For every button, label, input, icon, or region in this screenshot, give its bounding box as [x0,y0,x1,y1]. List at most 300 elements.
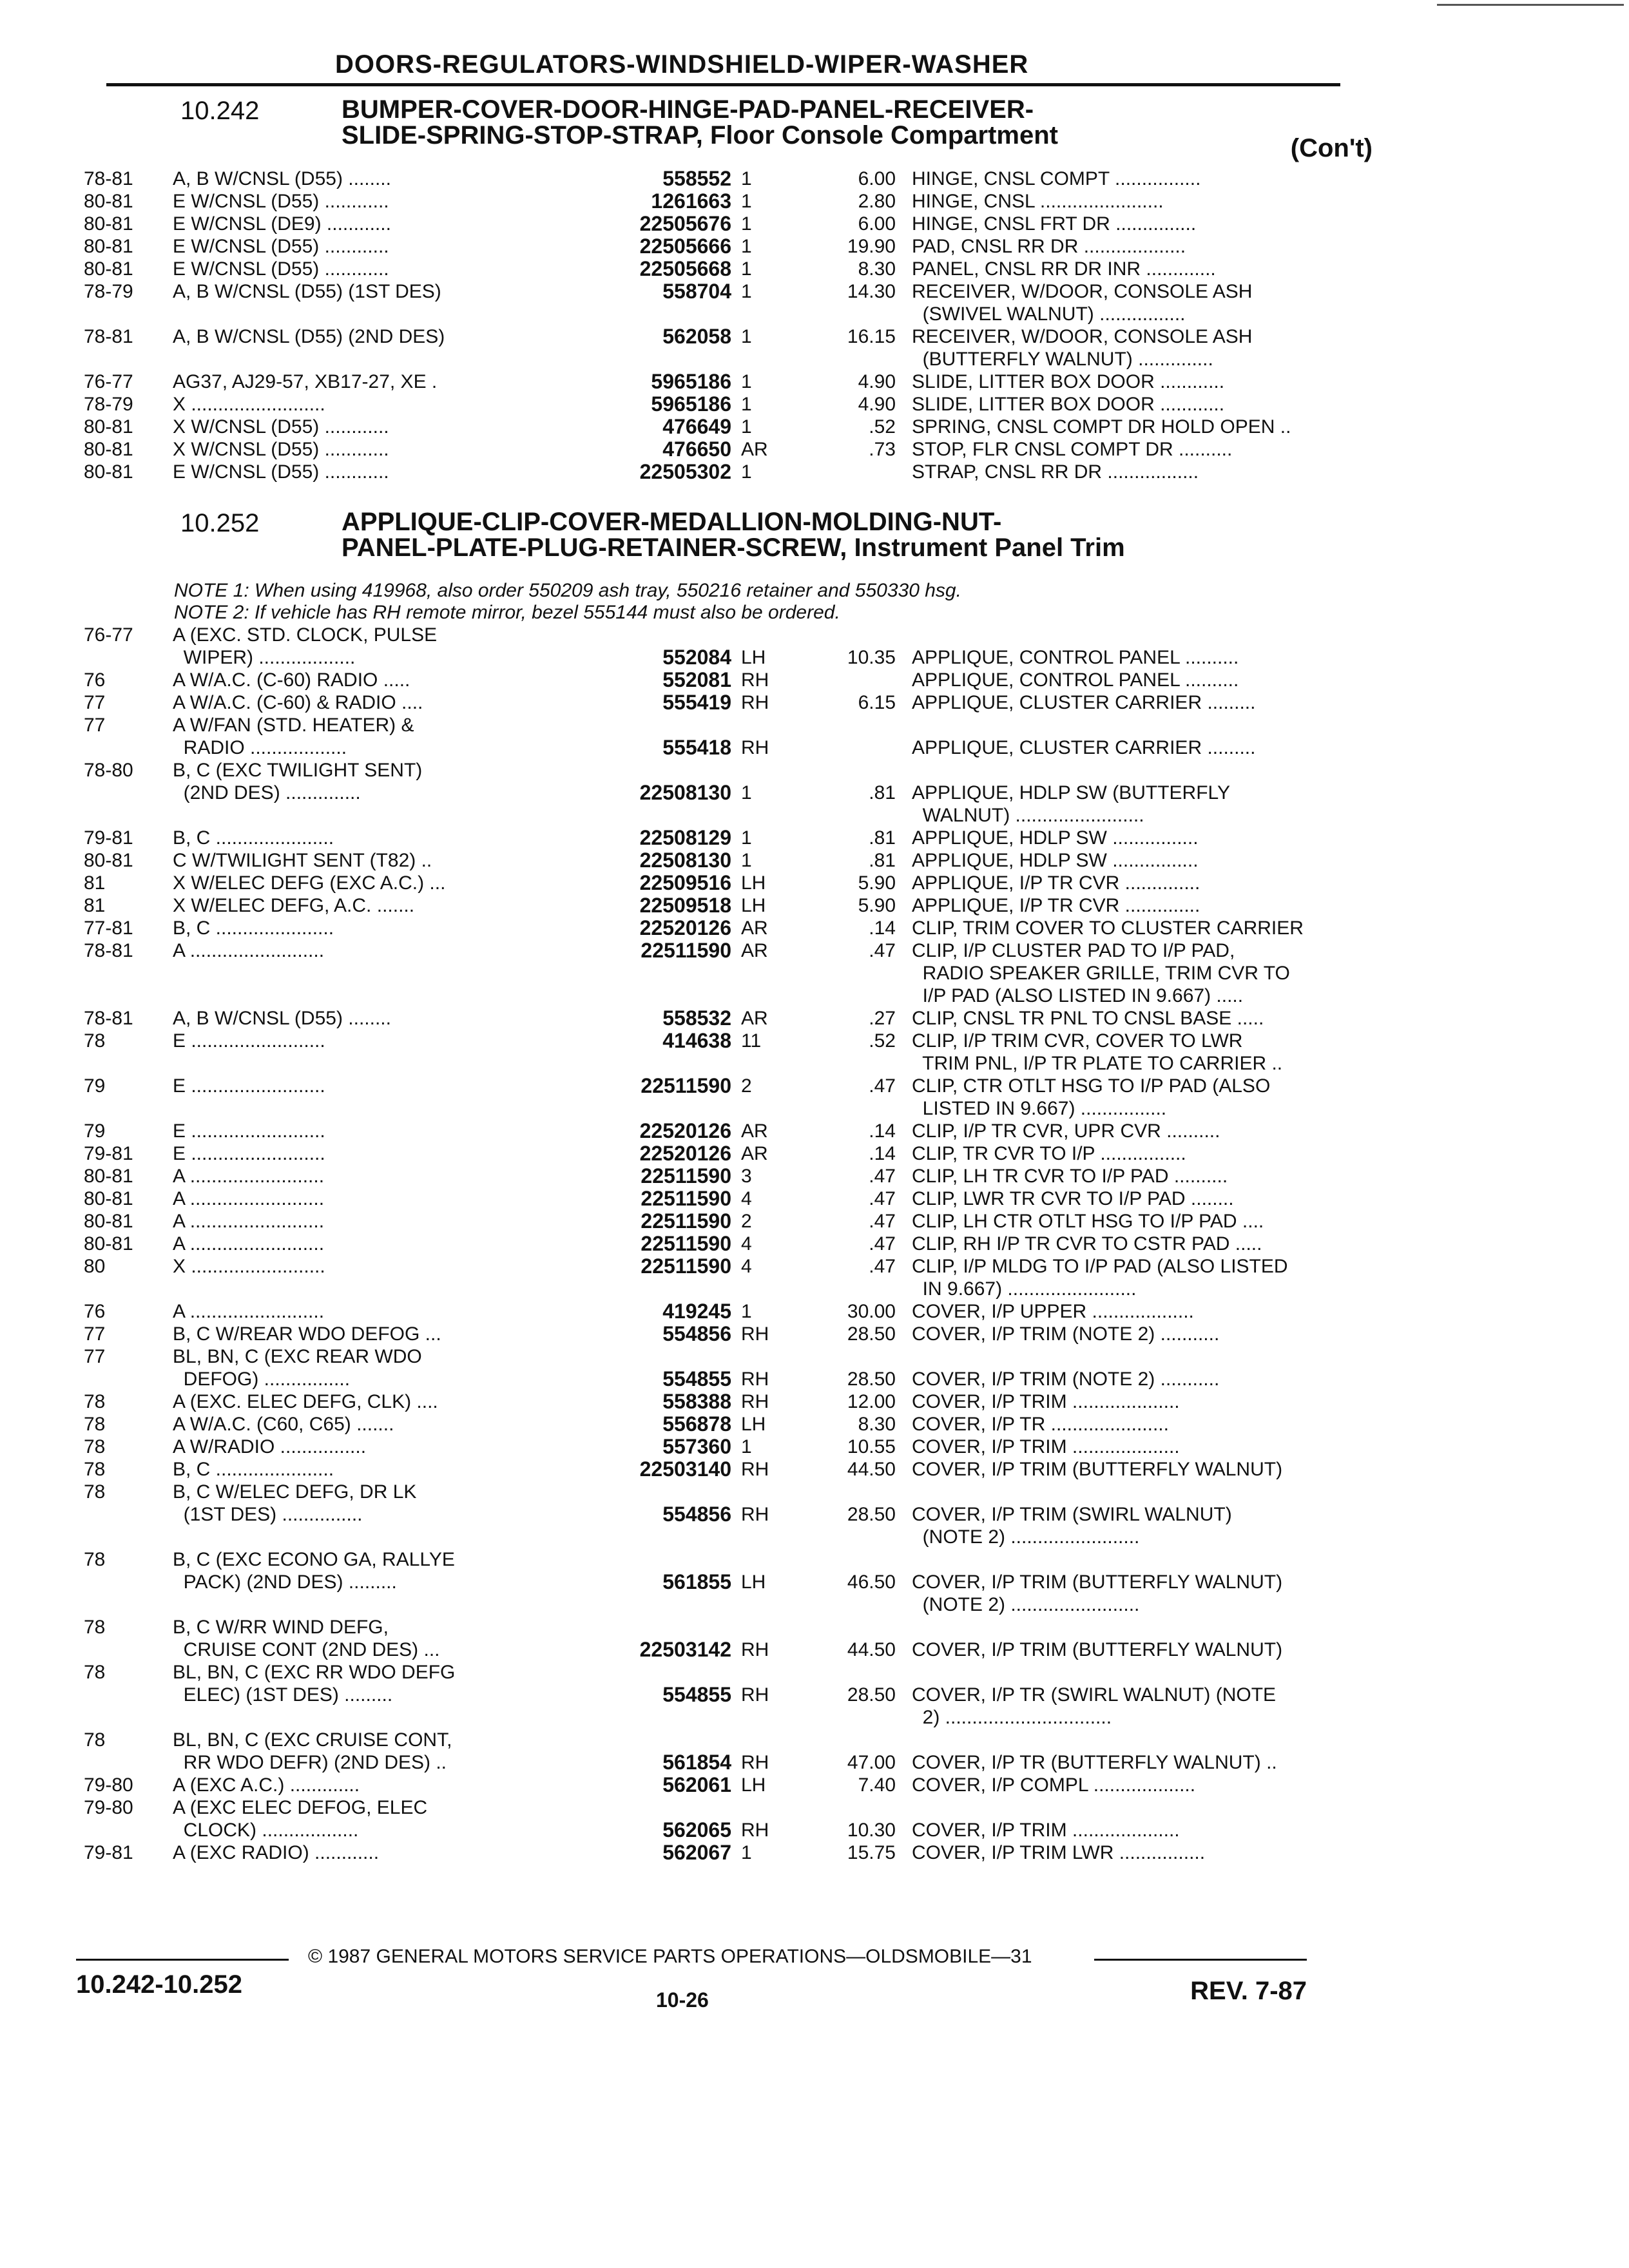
part-number: 22511590 [641,1232,731,1255]
quantity: RH [741,1369,769,1390]
section-number: 10.252 [180,509,260,537]
table-row [84,1436,1373,1458]
part-number: 22520126 [639,1119,731,1142]
year-range: 78 [84,1459,106,1480]
part-name: STRAP, CNSL RR DR ................. [912,461,1199,483]
application-description: A ......................... [173,1166,325,1187]
footer-rule-left [76,1959,289,1961]
quantity: 3 [741,1166,752,1187]
table-row [84,325,1373,370]
section-title [342,509,1125,561]
part-number: 557360 [662,1435,731,1458]
part-name: CLIP, TR CVR TO I/P ................ [912,1143,1186,1164]
table-row [84,258,1373,280]
part-name: APPLIQUE, HDLP SW ................ [912,850,1199,871]
price: .81 [869,827,896,849]
application-description: A ......................... [173,1188,325,1209]
year-range: 79-80 [84,1797,133,1818]
price: 44.50 [847,1639,896,1660]
part-name: RECEIVER, W/DOOR, CONSOLE ASH (BUTTERFLY WALNUT) .............. [912,326,1253,370]
table-row [84,691,1373,714]
price: 28.50 [847,1684,896,1706]
quantity: 1 [741,213,752,235]
year-range: 81 [84,895,106,916]
application-description: C W/TWILIGHT SENT (T82) .. [173,850,432,871]
application-description: A W/A.C. (C-60) & RADIO .... [173,692,423,713]
price: 6.00 [858,168,896,189]
year-range: 78-81 [84,940,133,961]
table-row [84,1481,1373,1548]
part-name: PAD, CNSL RR DR ................... [912,236,1186,257]
part-name: CLIP, CNSL TR PNL TO CNSL BASE ..... [912,1008,1264,1029]
application-description: A (EXC ELEC DEFOG, ELEC CLOCK) .................. [173,1797,428,1841]
part-number: 554856 [662,1503,731,1526]
year-range: 78 [84,1549,106,1570]
table-row [84,1030,1373,1075]
application-description: B, C W/RR WIND DEFG, CRUISE CONT (2ND DES) ... [173,1617,440,1660]
table-row [84,416,1373,438]
quantity: AR [741,1008,768,1029]
part-name: CLIP, TRIM COVER TO CLUSTER CARRIER [912,918,1304,939]
year-range: 80-81 [84,1233,133,1254]
table-row [84,1300,1373,1323]
part-name: CLIP, I/P TR CVR, UPR CVR .......... [912,1120,1220,1142]
application-description: A, B W/CNSL (D55) (2ND DES) [173,326,445,347]
part-name: CLIP, CTR OTLT HSG TO I/P PAD (ALSO LISTED IN 9.667) ................ [912,1075,1271,1119]
application-description: B, C ...................... [173,1459,334,1480]
price: 28.50 [847,1504,896,1525]
price: 7.40 [858,1774,896,1796]
quantity: 4 [741,1233,752,1254]
price: 6.00 [858,213,896,235]
top-edge-line [1437,4,1624,6]
part-name: APPLIQUE, CONTROL PANEL .......... [912,669,1239,691]
section-title [342,97,1058,148]
price: 6.15 [858,692,896,713]
section-title-line2: SLIDE-SPRING-STOP-STRAP, [342,121,703,149]
section-10-252 [84,509,1373,1864]
section-subtitle: Instrument Panel Trim [854,533,1125,562]
quantity: 1 [741,326,752,347]
part-number: 476650 [662,437,731,461]
year-range: 76-77 [84,371,133,392]
year-range: 79-80 [84,1774,133,1796]
part-name: APPLIQUE, CLUSTER CARRIER ......... [912,737,1256,758]
part-name: COVER, I/P TRIM (BUTTERFLY WALNUT) [912,1459,1283,1480]
part-number: 414638 [662,1029,731,1052]
price: 2.80 [858,191,896,212]
quantity: AR [741,918,768,939]
part-number: 22511590 [641,939,731,962]
section-note-1: NOTE 1: When using 419968, also order 550209 ash tray, 550216 retainer and 550330 hsg. [174,580,961,601]
part-number: 22509516 [639,871,731,894]
table-row [84,1413,1373,1436]
part-number: 558552 [662,167,731,190]
quantity: 1 [741,782,752,803]
price: .47 [869,1075,896,1097]
part-name: COVER, I/P UPPER ................... [912,1301,1194,1322]
table-row [84,1796,1373,1841]
application-description: B, C (EXC ECONO GA, RALLYE PACK) (2ND DES) ......... [173,1549,455,1593]
application-description: B, C W/REAR WDO DEFOG ... [173,1323,441,1345]
year-range: 80 [84,1256,106,1277]
part-number: 554856 [662,1322,731,1345]
part-name: APPLIQUE, I/P TR CVR .............. [912,872,1200,894]
part-name: RECEIVER, W/DOOR, CONSOLE ASH (SWIVEL WALNUT) ................ [912,281,1253,325]
application-description: BL, BN, C (EXC REAR WDO DEFOG) ................ [173,1346,422,1390]
part-name: HINGE, CNSL FRT DR ............... [912,213,1197,235]
table-row [84,1616,1373,1661]
part-name: CLIP, LH CTR OTLT HSG TO I/P PAD .... [912,1211,1264,1232]
table-row [84,1841,1373,1864]
application-description: A W/A.C. (C-60) RADIO ..... [173,669,410,691]
quantity: 4 [741,1188,752,1209]
part-name: APPLIQUE, I/P TR CVR .............. [912,895,1200,916]
price: 10.35 [847,647,896,668]
quantity: RH [741,737,769,758]
quantity: 1 [741,168,752,189]
table-row [84,917,1373,939]
price: 16.15 [847,326,896,347]
quantity: 1 [741,850,752,871]
application-description: E W/CNSL (DE9) ............ [173,213,391,235]
part-name: COVER, I/P TR (SWIRL WALNUT) (NOTE 2) ............................... [912,1684,1277,1728]
year-range: 76 [84,669,106,691]
quantity: RH [741,1820,769,1841]
table-row [84,939,1373,1007]
table-row [84,1390,1373,1413]
quantity: RH [741,1323,769,1345]
price: 12.00 [847,1391,896,1412]
table-row [84,827,1373,849]
part-number: 22508130 [639,781,731,804]
part-number: 562058 [662,325,731,348]
part-number: 22508130 [639,849,731,872]
year-range: 78-80 [84,760,133,781]
part-number: 554855 [662,1367,731,1390]
part-number: 22520126 [639,1142,731,1165]
price: 47.00 [847,1752,896,1773]
quantity: RH [741,1504,769,1525]
quantity: RH [741,1391,769,1412]
quantity: 1 [741,191,752,212]
part-name: APPLIQUE, CONTROL PANEL .......... [912,647,1239,668]
year-range: 77 [84,1323,106,1345]
year-range: 80-81 [84,1211,133,1232]
part-number: 22511590 [641,1164,731,1187]
quantity: 2 [741,1075,752,1097]
application-description: A (EXC. STD. CLOCK, PULSE WIPER) .................. [173,624,438,668]
application-description: X ......................... [173,1256,325,1277]
table-row [84,849,1373,872]
quantity: RH [741,1639,769,1660]
part-number: 552084 [662,646,731,669]
part-name: COVER, I/P TR ...................... [912,1414,1169,1435]
price: 30.00 [847,1301,896,1322]
year-range: 78 [84,1436,106,1457]
section-number: 10.242 [180,97,260,125]
application-description: B, C ...................... [173,827,334,849]
table-row [84,1210,1373,1233]
price: .52 [869,416,896,437]
part-name: CLIP, RH I/P TR CVR TO CSTR PAD ..... [912,1233,1262,1254]
application-description: A (EXC A.C.) ............. [173,1774,360,1796]
price: .81 [869,782,896,803]
part-name: APPLIQUE, CLUSTER CARRIER ......... [912,692,1256,713]
application-description: BL, BN, C (EXC CRUISE CONT, RR WDO DEFR) (2ND DES) .. [173,1729,452,1773]
section-10-242 [84,97,1373,483]
part-number: 22511590 [641,1254,731,1278]
year-range: 79-81 [84,1842,133,1863]
section-heading [84,97,1373,168]
price: 4.90 [858,394,896,415]
table-row [84,1120,1373,1142]
price: .47 [869,1188,896,1209]
year-range: 77 [84,715,106,736]
table-row [84,235,1373,258]
application-description: E ......................... [173,1075,325,1097]
quantity: 1 [741,416,752,437]
table-row [84,1233,1373,1255]
table-row [84,1661,1373,1729]
part-number: 22505668 [639,257,731,280]
part-number: 5965186 [651,370,731,393]
quantity: 1 [741,394,752,415]
table-row [84,894,1373,917]
application-description: E W/CNSL (D55) ............ [173,236,389,257]
year-range: 78 [84,1391,106,1412]
part-number: 554855 [662,1683,731,1706]
part-number: 22511590 [641,1209,731,1233]
application-description: A, B W/CNSL (D55) ........ [173,1008,391,1029]
table-row [84,759,1373,827]
application-description: A (EXC RADIO) ............ [173,1842,380,1863]
price: .73 [869,439,896,460]
application-description: A W/RADIO ................ [173,1436,367,1457]
quantity: AR [741,1120,768,1142]
quantity: LH [741,872,766,894]
part-number: 556878 [662,1412,731,1436]
quantity: 1 [741,1436,752,1457]
table-row [84,1458,1373,1481]
quantity: LH [741,1414,766,1435]
part-number: 555418 [662,736,731,759]
part-number: 1261663 [651,189,731,213]
application-description: X W/ELEC DEFG (EXC A.C.) ... [173,872,446,894]
table-row [84,370,1373,393]
price: .52 [869,1030,896,1052]
year-range: 80-81 [84,439,133,460]
application-description: A ......................... [173,1301,325,1322]
quantity: 4 [741,1256,752,1277]
part-number: 562061 [662,1773,731,1796]
part-number: 562067 [662,1841,731,1864]
application-description: E W/CNSL (D55) ............ [173,191,389,212]
header-rule [106,83,1340,86]
year-range: 77 [84,1346,106,1367]
part-name: APPLIQUE, HDLP SW (BUTTERFLY WALNUT) ........................ [912,782,1230,826]
part-number: 555419 [662,691,731,714]
part-number: 558388 [662,1390,731,1413]
table-row [84,1255,1373,1300]
quantity: AR [741,439,768,460]
table-row [84,213,1373,235]
quantity: LH [741,895,766,916]
year-range: 80-81 [84,236,133,257]
year-range: 80-81 [84,191,133,212]
year-range: 78-79 [84,394,133,415]
part-number: 22511590 [641,1074,731,1097]
price: 10.55 [847,1436,896,1457]
price: .47 [869,1256,896,1277]
part-number: 561855 [662,1570,731,1593]
part-name: COVER, I/P TRIM (BUTTERFLY WALNUT) [912,1639,1283,1660]
quantity: 1 [741,371,752,392]
quantity: RH [741,1459,769,1480]
table-row [84,624,1373,669]
year-range: 80-81 [84,1166,133,1187]
quantity: 1 [741,236,752,257]
year-range: 78 [84,1662,106,1683]
table-row [84,1729,1373,1774]
part-name: CLIP, LWR TR CVR TO I/P PAD ........ [912,1188,1234,1209]
part-number: 22503142 [639,1638,731,1661]
application-description: AG37, AJ29-57, XB17-27, XE . [173,371,438,392]
year-range: 78-79 [84,281,133,302]
part-number: 561854 [662,1751,731,1774]
part-number: 22511590 [641,1187,731,1210]
price: 5.90 [858,872,896,894]
year-range: 80-81 [84,258,133,280]
year-range: 78 [84,1481,106,1503]
year-range: 76 [84,1301,106,1322]
application-description: BL, BN, C (EXC RR WDO DEFG ELEC) (1ST DES) ......... [173,1662,456,1706]
table-row [84,1323,1373,1345]
year-range: 78 [84,1729,106,1751]
footer-revision: REV. 7-87 [1190,1977,1307,2005]
part-name: SLIDE, LITTER BOX DOOR ............ [912,371,1225,392]
application-description: X ......................... [173,394,325,415]
part-name: COVER, I/P TRIM LWR ................ [912,1842,1206,1863]
part-number: 22505676 [639,212,731,235]
year-range: 81 [84,872,106,894]
price: .27 [869,1008,896,1029]
part-name: HINGE, CNSL COMPT ................ [912,168,1201,189]
part-number: 562065 [662,1818,731,1841]
table-row [84,872,1373,894]
price: 28.50 [847,1323,896,1345]
application-description: X W/ELEC DEFG, A.C. ....... [173,895,415,916]
quantity: 1 [741,258,752,280]
year-range: 80-81 [84,850,133,871]
price: .14 [869,1120,896,1142]
quantity: AR [741,1143,768,1164]
application-description: X W/CNSL (D55) ............ [173,439,389,460]
part-number: 22503140 [639,1457,731,1481]
quantity: 2 [741,1211,752,1232]
price: 46.50 [847,1571,896,1593]
quantity: 1 [741,1301,752,1322]
page-title: DOORS-REGULATORS-WINDSHIELD-WIPER-WASHER [335,50,1029,79]
part-number: 476649 [662,415,731,438]
quantity: LH [741,1571,766,1593]
part-name: COVER, I/P TRIM .................... [912,1391,1180,1412]
price: 19.90 [847,236,896,257]
table-row [84,669,1373,691]
footer-section-range: 10.242-10.252 [76,1970,243,1999]
part-name: SLIDE, LITTER BOX DOOR ............ [912,394,1225,415]
part-name: COVER, I/P TRIM (BUTTERFLY WALNUT) (NOTE 2) ........................ [912,1571,1283,1615]
part-number: 22508129 [639,826,731,849]
year-range: 79 [84,1120,106,1142]
quantity: LH [741,1774,766,1796]
table-row [84,393,1373,416]
part-number: 22505302 [639,460,731,483]
price: .14 [869,1143,896,1164]
part-name: COVER, I/P TRIM (NOTE 2) ........... [912,1369,1220,1390]
quantity: RH [741,692,769,713]
year-range: 79-81 [84,827,133,849]
part-name: COVER, I/P TRIM .................... [912,1436,1180,1457]
application-description: A, B W/CNSL (D55) (1ST DES) [173,281,441,302]
quantity: 11 [741,1030,762,1052]
application-description: A, B W/CNSL (D55) ........ [173,168,391,189]
part-number: 5965186 [651,392,731,416]
application-description: X W/CNSL (D55) ............ [173,416,389,437]
footer-rule-right [1094,1959,1307,1961]
year-range: 78 [84,1617,106,1638]
application-description: A ......................... [173,940,325,961]
quantity: RH [741,1752,769,1773]
quantity: RH [741,1684,769,1706]
table-row [84,168,1373,190]
application-description: E ......................... [173,1143,325,1164]
quantity: LH [741,647,766,668]
table-row [84,280,1373,325]
continued-label: (Con't) [1290,134,1373,162]
price: 5.90 [858,895,896,916]
price: .47 [869,940,896,961]
year-range: 78 [84,1414,106,1435]
part-name: COVER, I/P COMPL ................... [912,1774,1196,1796]
price: 15.75 [847,1842,896,1863]
section-title-line2: PANEL-PLATE-PLUG-RETAINER-SCREW, [342,533,847,562]
application-description: B, C ...................... [173,918,334,939]
year-range: 76-77 [84,624,133,646]
table-row [84,1165,1373,1187]
price: .47 [869,1211,896,1232]
application-description: E W/CNSL (D55) ............ [173,461,389,483]
year-range: 80-81 [84,416,133,437]
application-description: A ......................... [173,1211,325,1232]
application-description: B, C (EXC TWILIGHT SENT) (2ND DES) .............. [173,760,423,803]
part-number: 419245 [662,1300,731,1323]
price: 14.30 [847,281,896,302]
application-description: B, C W/ELEC DEFG, DR LK (1ST DES) ............... [173,1481,417,1525]
table-row [84,190,1373,213]
part-number: 22509518 [639,894,731,917]
footer-copyright: © 1987 GENERAL MOTORS SERVICE PARTS OPERATIONS—OLDSMOBILE—31 [308,1946,1032,1967]
price: 44.50 [847,1459,896,1480]
footer-page-number: 10-26 [656,1988,709,2012]
year-range: 80-81 [84,213,133,235]
table-row [84,1345,1373,1390]
part-name: APPLIQUE, HDLP SW ................ [912,827,1199,849]
quantity: 1 [741,461,752,483]
application-description: A ......................... [173,1233,325,1254]
quantity: RH [741,669,769,691]
price: 8.30 [858,1414,896,1435]
